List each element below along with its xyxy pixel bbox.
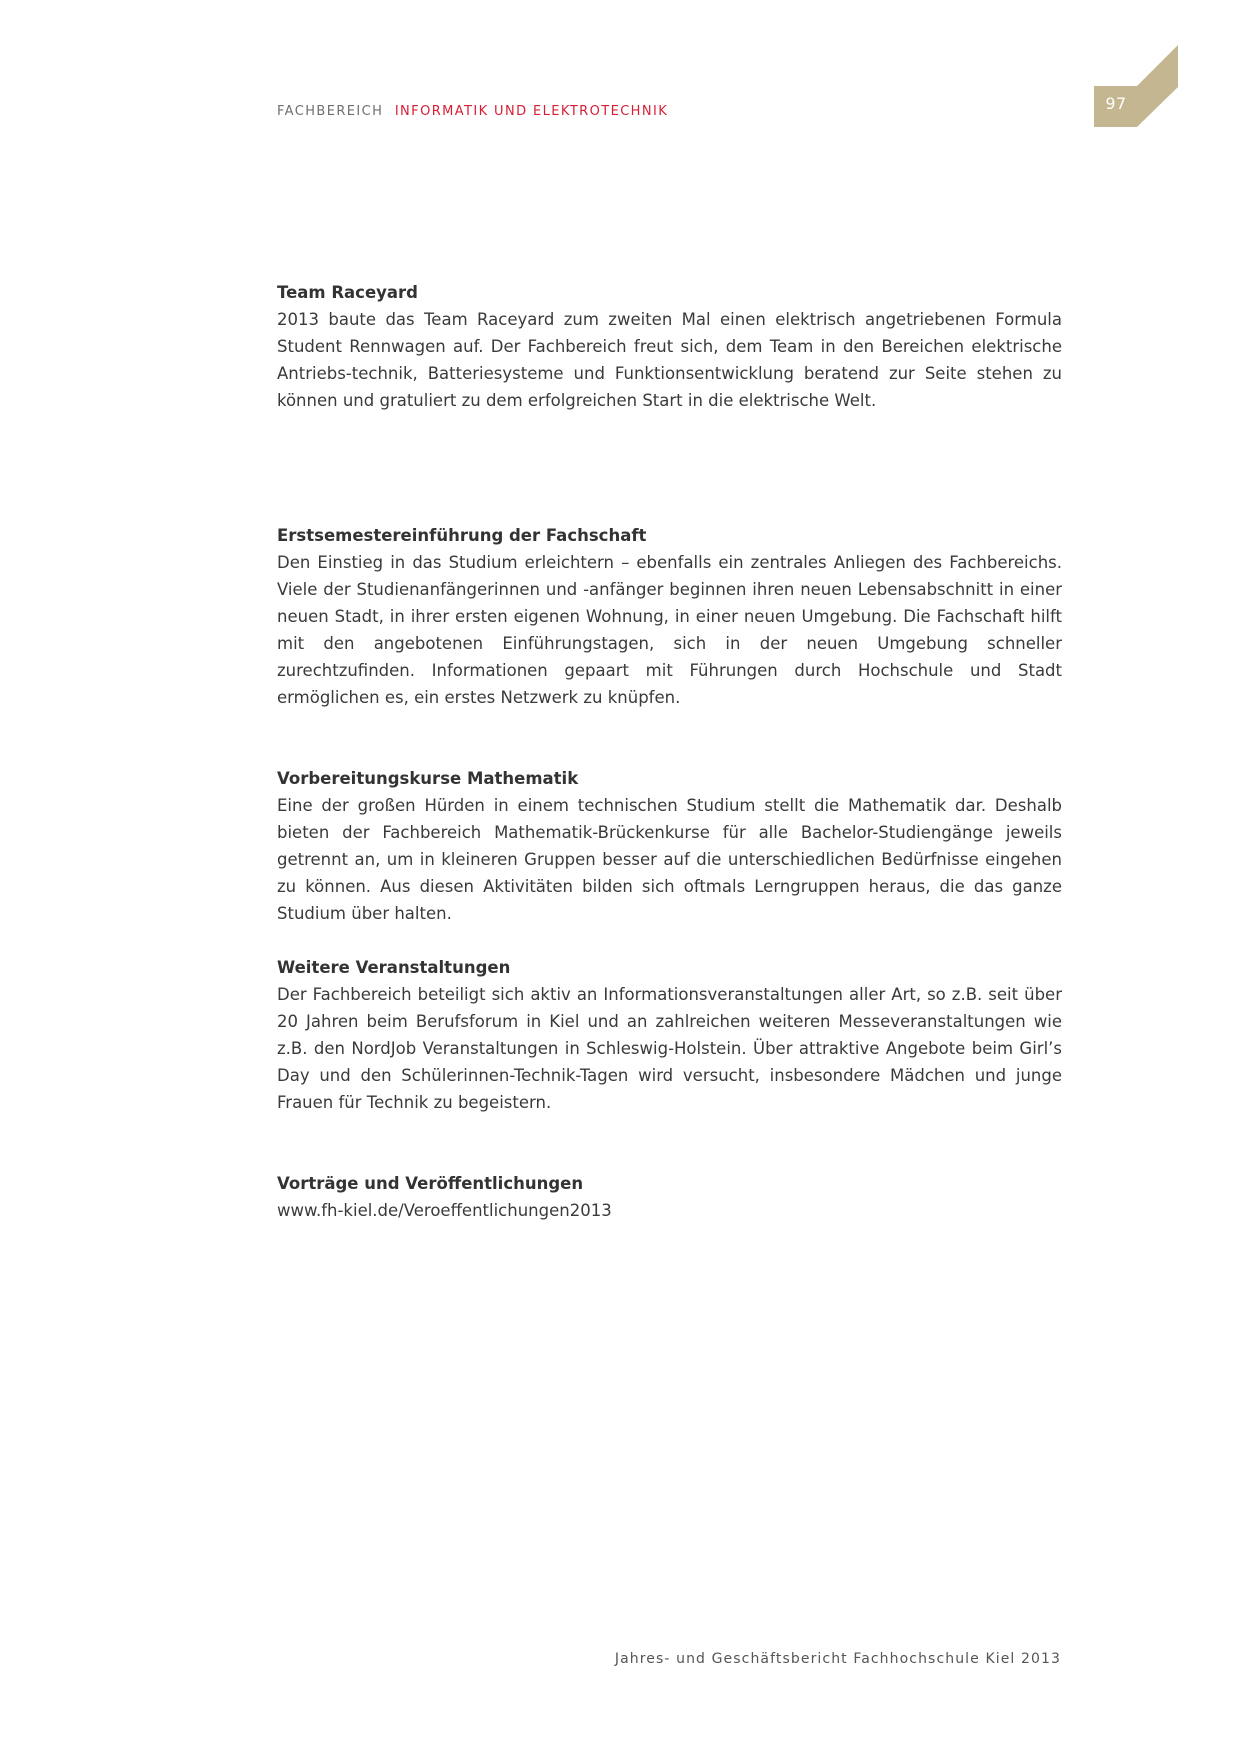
section-vorbereitungskurse [277,765,1062,954]
section-body: Eine der großen Hürden in einem technischen Studium stellt die Mathematik dar. Deshalb bieten der Fachbereich Mathematik-Brückenkurse für alle Bachelor-Studiengänge jeweils getrennt an, um in kleineren Gruppen besser auf die unterschiedlichen Bedürfnisse eingehen zu können. Aus diesen Aktivitäten bilden sich oftmals Lerngruppen heraus, die das ganze Studium über halten. [277,796,1062,923]
page-number-badge [1094,45,1178,127]
page-footer: Jahres- und Geschäftsbericht Fachhochschule Kiel 2013 [614,1651,1061,1667]
section-team-raceyard [277,279,1062,522]
page-number: 97 [1105,94,1127,113]
section-heading: Vorbereitungskurse Mathematik [277,769,579,788]
header-prefix: FACHBEREICH [277,104,384,119]
running-header [277,104,668,119]
section-weitere-veranstaltungen [277,954,1062,1170]
section-body: Der Fachbereich beteiligt sich aktiv an Informationsveranstaltungen aller Art, so z.B. seit über 20 Jahren beim Berufsforum in Kiel und an zahlreichen weiteren Messeveranstaltungen wie z.B. den NordJob Veranstaltungen in Schleswig-Holstein. Über attraktive Angebote beim Girl’s Day und den Schülerinnen-Technik-Tagen wird versucht, insbesondere Mädchen und junge Frauen für Technik zu begeistern. [277,985,1062,1112]
publications-link[interactable]: www.fh-kiel.de/Veroeffentlichungen2013 [277,1201,612,1220]
section-heading: Vorträge und Veröffentlichungen [277,1174,584,1193]
main-content [277,279,1062,1224]
section-body: Den Einstieg in das Studium erleichtern – ebenfalls ein zentrales Anliegen des Fachbereichs. Viele der Studienanfängerinnen und -anfänger beginnen ihren neuen Lebensabschnitt in einer neuen Stadt, in ihrer ersten eigenen Wohnung, in einer neuen Umgebung. Die Fachschaft hilft mit den angebotenen Einführungstagen, sich in der neuen Umgebung schneller zurechtzufinden. Informationen gepaart mit Führungen durch Hochschule und Stadt ermöglichen es, ein erstes Netzwerk zu knüpfen. [277,553,1062,707]
header-department: INFORMATIK UND ELEKTROTECHNIK [394,104,669,119]
section-body: 2013 baute das Team Raceyard zum zweiten Mal einen elektrisch angetriebenen Formula Student Rennwagen auf. Der Fachbereich freut sich, dem Team in den Bereichen elektrische Antriebs-technik, Batteriesysteme und Funktionsentwicklung beratend zur Seite stehen zu können und gratuliert zu dem erfolgreichen Start in die elektrische Welt. [277,310,1062,410]
section-heading: Weitere Veranstaltungen [277,958,511,977]
section-heading: Erstsemestereinführung der Fachschaft [277,526,647,545]
section-heading: Team Raceyard [277,283,418,302]
page-badge-shape [1094,45,1178,127]
section-erstsemestereinfuehrung [277,522,1062,765]
section-vortraege [277,1170,1062,1224]
